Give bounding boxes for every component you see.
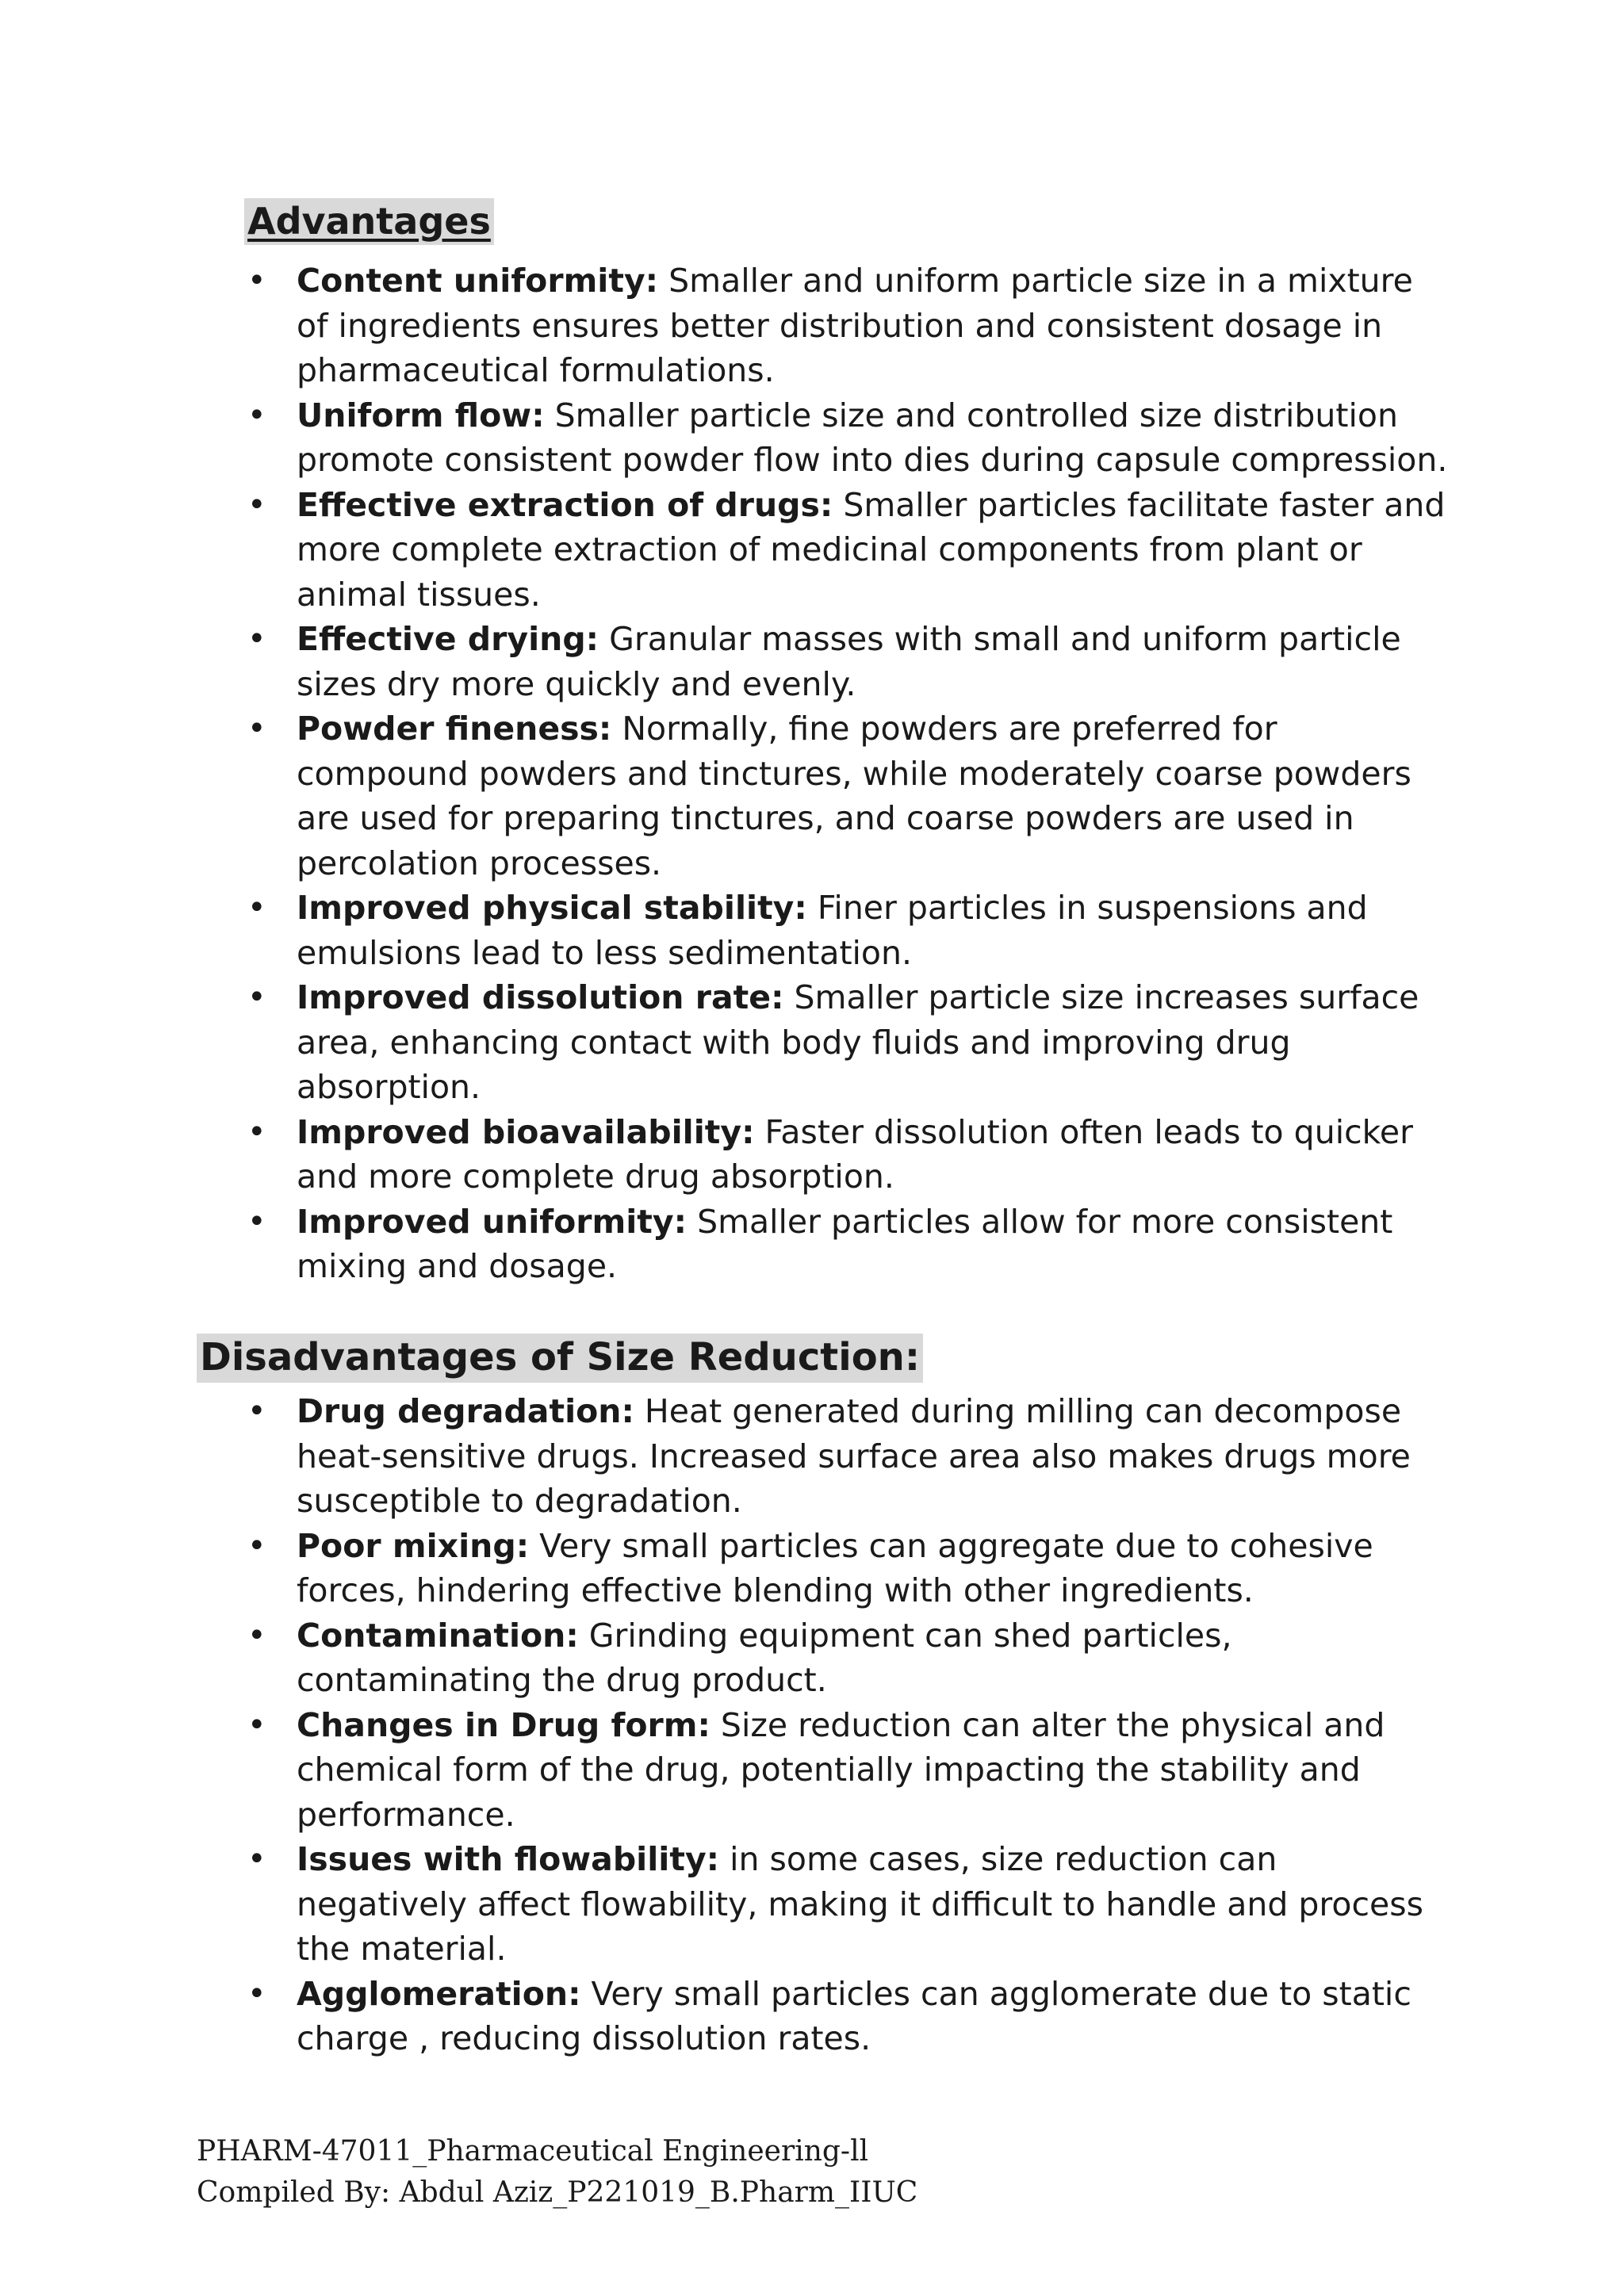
bullet-icon: • xyxy=(247,1393,266,1429)
item-term: Changes in Drug form: xyxy=(297,1705,710,1744)
bullet-icon: • xyxy=(247,1203,266,1240)
item-text: Smaller particle size increases surface area, enhancing contact with body fluids and improving drug absorption. xyxy=(297,978,1419,1106)
list-item xyxy=(246,1703,1451,1838)
item-term: Content uniformity: xyxy=(297,262,659,300)
bullet-icon: • xyxy=(247,262,266,299)
item-text: Faster dissolution often leads to quicker and more complete drug absorption. xyxy=(297,1112,1413,1196)
item-text: Heat generated during milling can decompose heat-sensitive drugs. Increased surface area also makes drugs more susceptible to degradation. xyxy=(297,1392,1411,1520)
item-text: Normally, fine powders are preferred for compound powders and tinctures, while moderately coarse powders are used for preparing tinctures, and coarse powders are used in percolation processes. xyxy=(297,710,1411,882)
item-text: Grinding equipment can shed particles, contaminating the drug product. xyxy=(297,1616,1232,1699)
item-text: Very small particles can agglomerate due to static charge , reducing dissolution rates. xyxy=(297,1974,1411,2057)
item-term: Agglomeration: xyxy=(297,1974,581,2013)
item-text: Smaller particles allow for more consistent mixing and dosage. xyxy=(297,1202,1393,1285)
bullet-icon: • xyxy=(247,1706,266,1743)
bullet-icon: • xyxy=(247,890,266,926)
item-term: Improved dissolution rate: xyxy=(297,978,784,1016)
footer-compiled-by: Compiled By: Abdul Aziz_P221019_B.Pharm_IIUC xyxy=(197,2176,918,2209)
advantages-list xyxy=(246,258,1451,1289)
item-text: in some cases, size reduction can negatively affect flowability, making it difficult to handle and process the material. xyxy=(297,1840,1423,1968)
item-text: Finer particles in suspensions and emulsions lead to less sedimentation. xyxy=(297,889,1368,972)
list-item xyxy=(246,483,1451,618)
item-term: Uniform flow: xyxy=(297,396,545,434)
item-text: Smaller and uniform particle size in a mixture of ingredients ensures better distribution and consistent dosage in pharmaceutical formulations. xyxy=(297,262,1413,389)
list-item xyxy=(246,706,1451,886)
item-term: Contamination: xyxy=(297,1616,579,1655)
bullet-icon: • xyxy=(247,1975,266,2012)
item-term: Poor mixing: xyxy=(297,1526,530,1565)
item-term: Effective drying: xyxy=(297,620,599,658)
list-item xyxy=(246,886,1451,975)
list-item xyxy=(246,1837,1451,1972)
bullet-icon: • xyxy=(247,1841,266,1877)
disadvantages-list xyxy=(246,1389,1451,2061)
item-text: Granular masses with small and uniform particle sizes dry more quickly and evenly. xyxy=(297,620,1401,703)
item-text: Very small particles can aggregate due to cohesive forces, hindering effective blending with other ingredients. xyxy=(297,1526,1373,1609)
disadvantages-heading: Disadvantages of Size Reduction: xyxy=(197,1334,923,1383)
item-term: Drug degradation: xyxy=(297,1392,634,1430)
list-item xyxy=(246,1110,1451,1200)
bullet-icon: • xyxy=(247,979,266,1016)
item-term: Improved uniformity: xyxy=(297,1202,688,1241)
list-item xyxy=(246,1389,1451,1524)
list-item xyxy=(246,258,1451,393)
item-term: Improved bioavailability: xyxy=(297,1112,755,1151)
bullet-icon: • xyxy=(247,486,266,523)
item-text: Smaller particles facilitate faster and more complete extraction of medicinal components from plant or animal tissues. xyxy=(297,485,1446,614)
list-item xyxy=(246,1524,1451,1613)
item-term: Improved physical stability: xyxy=(297,889,807,927)
item-text: Smaller particle size and controlled size distribution promote consistent powder flow into dies during capsule compression. xyxy=(297,396,1448,479)
list-item xyxy=(246,393,1451,483)
list-item xyxy=(246,975,1451,1110)
item-text: Size reduction can alter the physical and chemical form of the drug, potentially impacting the stability and performance. xyxy=(297,1705,1385,1834)
list-item xyxy=(246,1613,1451,1703)
item-term: Powder fineness: xyxy=(297,710,612,748)
bullet-icon: • xyxy=(247,1617,266,1654)
item-term: Effective extraction of drugs: xyxy=(297,485,833,524)
page-footer xyxy=(197,2131,917,2214)
item-term: Issues with flowability: xyxy=(297,1840,720,1878)
list-item xyxy=(246,1972,1451,2061)
bullet-icon: • xyxy=(247,710,266,747)
footer-course: PHARM-47011_Pharmaceutical Engineering-ll xyxy=(197,2135,869,2168)
advantages-heading: Advantages xyxy=(244,198,494,245)
list-item xyxy=(246,1200,1451,1289)
bullet-icon: • xyxy=(247,1113,266,1150)
bullet-icon: • xyxy=(247,1527,266,1564)
bullet-icon: • xyxy=(247,396,266,434)
list-item xyxy=(246,617,1451,706)
bullet-icon: • xyxy=(247,621,266,657)
